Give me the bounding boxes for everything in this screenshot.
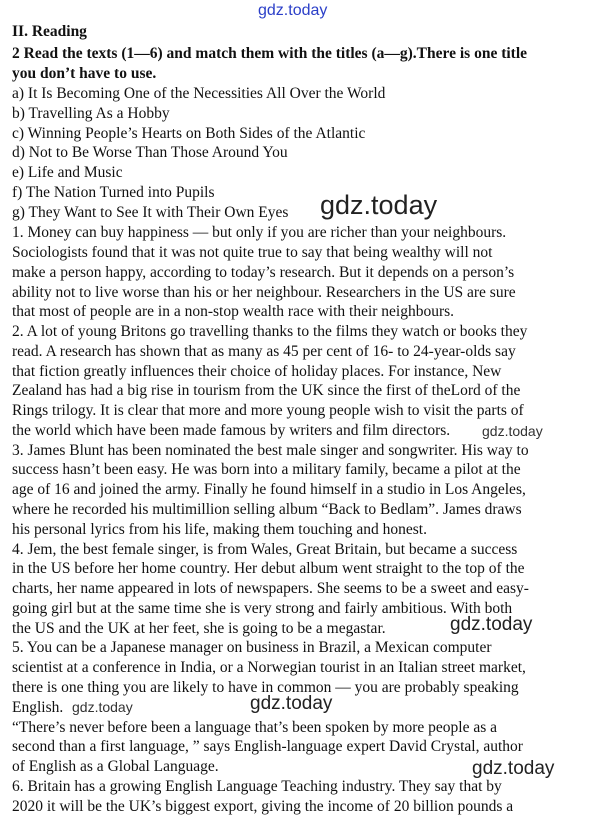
text-1-line: ability not to live worse than his or her neighbour. Researchers in the US are sure <box>12 284 516 301</box>
title-option-a: a) It Is Becoming One of the Necessities All Over the World <box>12 85 386 102</box>
text-3-line: his personal lyrics from his life, making them touching and honest. <box>12 521 427 538</box>
text-1-line: Sociologists found that it was not quite true to say that being wealthy will not <box>12 244 493 261</box>
text-5-quote-line: “There’s never before been a language that’s been spoken by more people as a <box>12 719 498 736</box>
text-5-line: English. <box>12 699 64 716</box>
text-3-line: success hasn’t been easy. He was born into a military family, became a pilot at the <box>12 461 521 478</box>
text-1-line: make a person happy, according to today’s research. But it depends on a person’s <box>12 264 515 281</box>
text-2-line: the world which have been made famous by writers and film directors. <box>12 422 451 439</box>
watermark-inline: gdz.today <box>472 758 555 779</box>
text-2-line: that fiction greatly influences their choice of holiday places. For instance, New <box>12 363 502 380</box>
text-2-line: 2. A lot of young Britons go travelling thanks to the films they watch or books they <box>12 323 528 340</box>
text-2-line: read. A research has shown that as many as 45 per cent of 16- to 24-year-olds say <box>12 343 516 360</box>
text-2-line: Rings trilogy. It is clear that more and more young people wish to visit the parts of <box>12 402 524 419</box>
title-option-g: g) They Want to See It with Their Own Eyes <box>12 204 289 221</box>
watermark-inline: gdz.today <box>482 423 543 439</box>
text-1-line: 1. Money can buy happiness — but only if you are richer than your neighbours. <box>12 224 507 241</box>
title-option-c: c) Winning People’s Hearts on Both Sides of the Atlantic <box>12 125 366 142</box>
text-4-line: charts, her name appeared in lots of newspapers. She seems to be a sweet and easy- <box>12 580 529 597</box>
title-option-b: b) Travelling As a Hobby <box>12 105 170 122</box>
text-5-line: there is one thing you are likely to have in common — you are probably speaking <box>12 679 519 696</box>
text-6-line: 6. Britain has a growing English Language Teaching industry. They say that by <box>12 778 502 795</box>
title-option-d: d) Not to Be Worse Than Those Around You <box>12 144 288 161</box>
text-5-line: scientist at a conference in India, or a Norwegian tourist in an Italian street market, <box>12 659 526 676</box>
text-6-line: 2020 it will be the UK’s biggest export, giving the income of 20 billion pounds a <box>12 798 514 815</box>
text-5-quote-line: second than a first language, ” says English-language expert David Crystal, author <box>12 738 523 755</box>
text-3-line: 3. James Blunt has been nominated the best male singer and songwriter. His way to <box>12 442 529 459</box>
text-5-quote-line: of English as a Global Language. <box>12 758 219 775</box>
section-heading: II. Reading <box>12 23 87 40</box>
title-option-e: e) Life and Music <box>12 164 123 181</box>
watermark-inline: gdz.today <box>250 693 333 714</box>
task-instruction-line-2: you don’t have to use. <box>12 65 157 82</box>
text-1-line: that most of people are in a non-stop wealth race with their neighbours. <box>12 303 455 320</box>
title-option-f: f) The Nation Turned into Pupils <box>12 184 215 201</box>
text-4-line: in the US before her home country. Her debut album went straight to the top of the <box>12 560 525 577</box>
text-4-line: going girl but at the same time she is very strong and fairly ambitious. With both <box>12 600 513 617</box>
text-3-line: where he recorded his multimillion selling album “Back to Bedlam”. James draws <box>12 501 522 518</box>
watermark-inline: gdz.today <box>72 699 133 715</box>
text-4-line: the US and the UK at her feet, she is going to be a megastar. <box>12 620 386 637</box>
watermark-large: gdz.today <box>320 190 438 220</box>
text-2-line: Zealand has had a big rise in tourism from the UK since the first of theLord of the <box>12 382 521 399</box>
text-5-line: 5. You can be a Japanese manager on business in Brazil, a Mexican computer <box>12 639 492 656</box>
task-instruction-line-1: 2 Read the texts (1—6) and match them with the titles (a—g).There is one title <box>12 45 528 62</box>
watermark-top: gdz.today <box>258 2 328 19</box>
text-3-line: age of 16 and joined the army. Finally he found himself in a studio in Los Angeles, <box>12 481 526 498</box>
watermark-inline: gdz.today <box>450 614 533 635</box>
text-4-line: 4. Jem, the best female singer, is from Wales, Great Britain, but became a success <box>12 541 518 558</box>
